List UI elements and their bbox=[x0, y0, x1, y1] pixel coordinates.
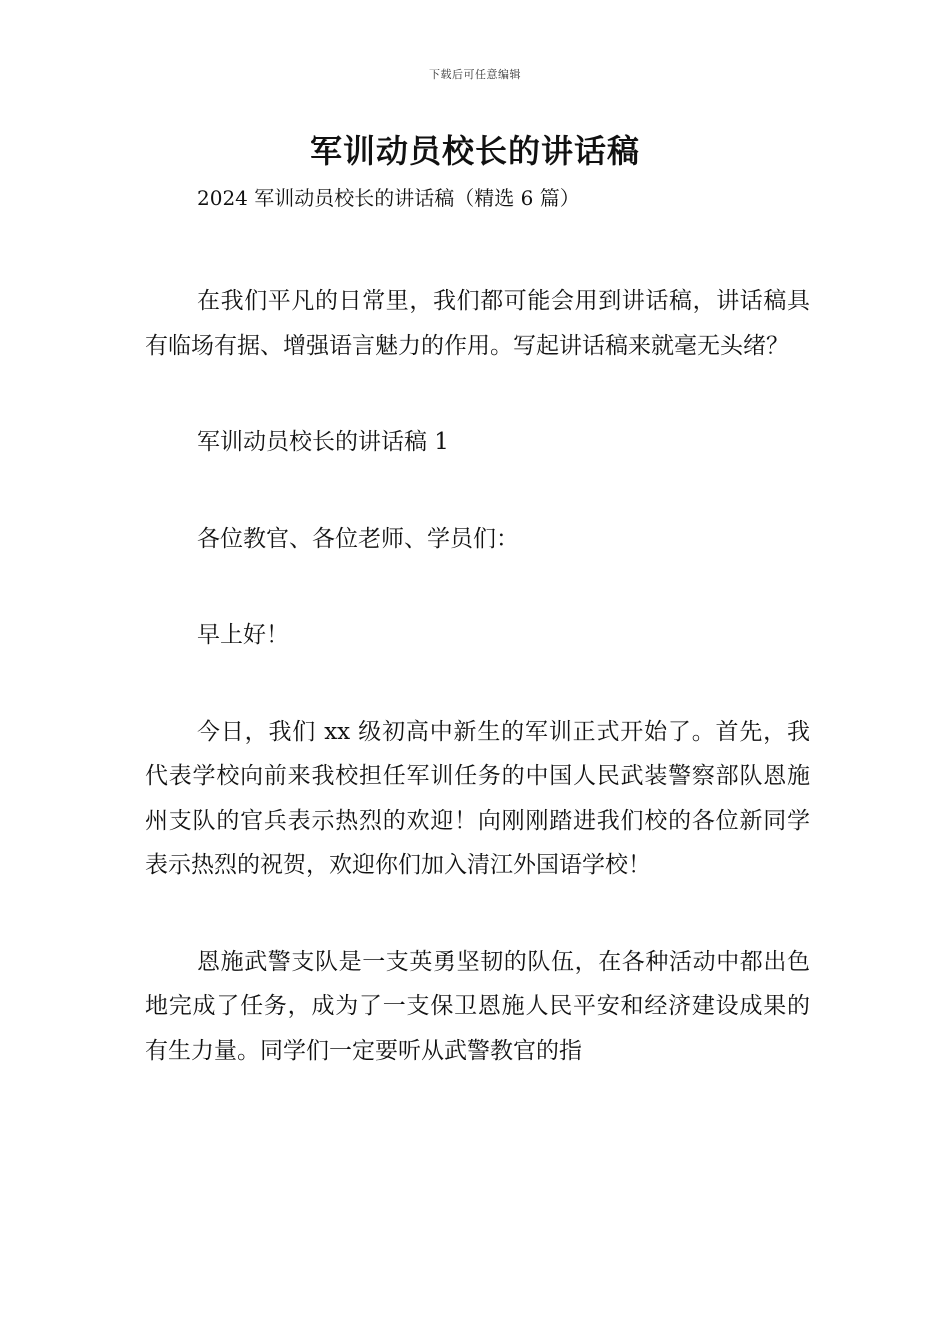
document-body bbox=[145, 279, 810, 1125]
greeting: 早上好！ bbox=[197, 622, 289, 648]
document-title: 军训动员校长的讲话稿 bbox=[309, 132, 640, 170]
paragraph-police-unit: 恩施武警支队是一支英勇坚韧的队伍，在各种活动中都出色地完成了任务，成为了一支保卫恩施人民平安和经济建设成果的有生力量。同学们一定要听从武警教官的指 bbox=[145, 948, 810, 1064]
salutation: 各位教官、各位老师、学员们： bbox=[197, 525, 519, 552]
paragraph-intro: 在我们平凡的日常里，我们都可能会用到讲话稿，讲话稿具有临场有据、增强语言魅力的作用。写起讲话稿来就毫无头绪？ bbox=[145, 288, 810, 359]
header-note: 下载后可任意编辑 bbox=[429, 68, 521, 81]
section-heading: 军训动员校长的讲话稿 1 bbox=[197, 429, 449, 455]
document-subtitle: 2024 军训动员校长的讲话稿（精选 6 篇） bbox=[197, 186, 580, 210]
paragraph-welcome: 今日，我们 xx 级初高中新生的军训正式开始了。首先，我代表学校向前来我校担任军训任务的中国人民武装警察部队恩施州支队的官兵表示热烈的欢迎！向刚刚踏进我们校的各位新同学表示热烈的祝贺，欢迎你们加入清江外国语学校！ bbox=[145, 718, 810, 878]
